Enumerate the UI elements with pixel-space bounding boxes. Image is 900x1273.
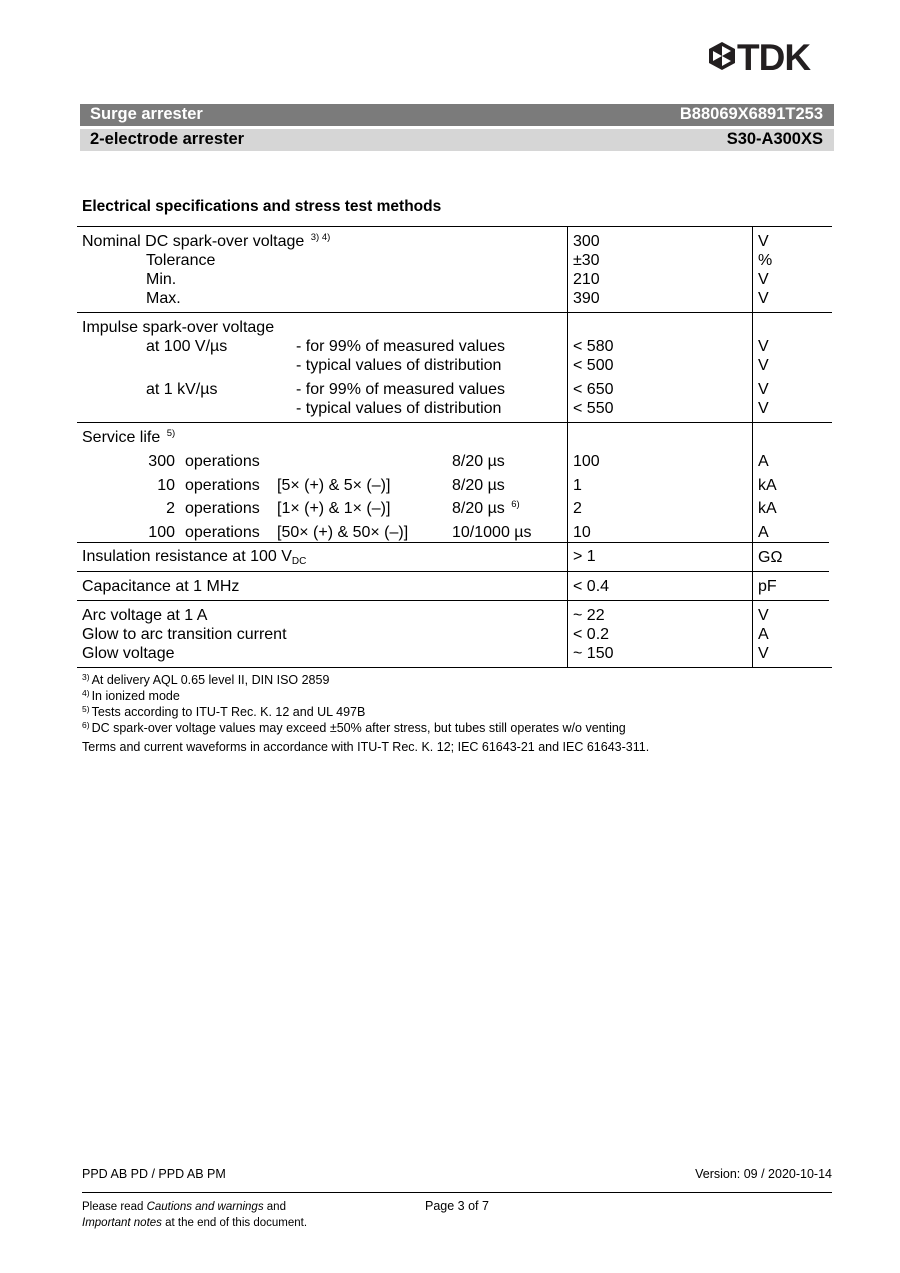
impulse-value: < 650 bbox=[573, 381, 614, 398]
dc-sparkover-label: Nominal DC spark-over voltage $^{3) 4)}$ bbox=[82, 232, 331, 250]
footnote-ref: 5) bbox=[166, 428, 176, 439]
tolerance-unit: % bbox=[758, 252, 773, 269]
service-life-label: Service life $^{5)}$ bbox=[82, 428, 176, 446]
service-operations: operations bbox=[185, 477, 260, 494]
footnote: $^{6)}$ DC spark-over voltage values may exceed ±50% after stress, but tubes still operates w/o venting bbox=[82, 720, 626, 735]
impulse-unit: V bbox=[758, 338, 769, 355]
tolerance-value: ±30 bbox=[573, 252, 600, 269]
table-divider bbox=[567, 226, 568, 668]
footnote: $^{5)}$ Tests according to ITU-T Rec. K. 12 and UL 497B bbox=[82, 704, 366, 719]
table-rule bbox=[77, 542, 829, 543]
table-rule bbox=[77, 571, 829, 572]
header-bar-secondary bbox=[80, 129, 834, 151]
logo-text: TDK bbox=[737, 37, 811, 78]
table-divider bbox=[752, 226, 753, 668]
tdk-logo bbox=[708, 37, 836, 78]
glow-voltage-label: Glow voltage bbox=[82, 645, 175, 662]
footnote: $^{4)}$ In ionized mode bbox=[82, 688, 180, 703]
impulse-unit: V bbox=[758, 357, 769, 374]
min-label: Min. bbox=[146, 271, 177, 288]
arc-voltage-label: Arc voltage at 1 A bbox=[82, 607, 208, 624]
impulse-unit: V bbox=[758, 381, 769, 398]
dc-sparkover-unit: V bbox=[758, 233, 769, 250]
impulse-rate-1k: at 1 kV/µs bbox=[146, 381, 218, 398]
section-title: Electrical specifications and stress test methods bbox=[82, 198, 442, 215]
glow-to-arc-value: < 0.2 bbox=[573, 626, 610, 643]
service-unit: kA bbox=[758, 500, 777, 517]
impulse-desc: - for 99% of measured values bbox=[296, 381, 505, 398]
arc-voltage-unit: V bbox=[758, 607, 769, 624]
dc-sparkover-value: 300 bbox=[573, 233, 600, 250]
footnote-ref: 6) bbox=[511, 499, 520, 510]
capacitance-value: < 0.4 bbox=[573, 578, 610, 595]
table-rule bbox=[77, 600, 829, 601]
footnote: $^{3)}$ At delivery AQL 0.65 level II, DIN ISO 2859 bbox=[82, 672, 330, 687]
impulse-value: < 580 bbox=[573, 338, 614, 355]
footer-version: Version: 09 / 2020-10-14 bbox=[695, 1167, 832, 1181]
service-polarity: [1× (+) & 1× (–)] bbox=[277, 500, 391, 517]
capacitance-unit: pF bbox=[758, 578, 777, 595]
service-unit: A bbox=[758, 453, 769, 470]
table-rule bbox=[77, 667, 832, 668]
service-value: 1 bbox=[573, 477, 582, 494]
insulation-subscript: DC bbox=[291, 556, 307, 567]
service-wave: 8/20 µs bbox=[452, 477, 505, 494]
service-wave: 8/20 µs $^{6)}$ bbox=[452, 499, 520, 517]
impulse-value: < 500 bbox=[573, 357, 614, 374]
glow-voltage-unit: V bbox=[758, 645, 769, 662]
max-value: 390 bbox=[573, 290, 600, 307]
min-value: 210 bbox=[573, 271, 600, 288]
header-bar-primary bbox=[80, 104, 834, 126]
min-unit: V bbox=[758, 271, 769, 288]
page-number: Page 3 of 7 bbox=[425, 1199, 489, 1213]
service-operations: operations bbox=[185, 524, 260, 541]
tolerance-label: Tolerance bbox=[146, 252, 216, 269]
impulse-desc: - typical values of distribution bbox=[296, 357, 502, 374]
impulse-label: Impulse spark-over voltage bbox=[82, 319, 275, 336]
impulse-rate-100: at 100 V/µs bbox=[146, 338, 228, 355]
terms-note: Terms and current waveforms in accordance with ITU-T Rec. K. 12; IEC 61643-21 and IEC 61643-311. bbox=[82, 740, 650, 754]
product-type: Surge arrester bbox=[90, 105, 203, 123]
service-value: 2 bbox=[573, 500, 582, 517]
max-label: Max. bbox=[146, 290, 181, 307]
service-unit: kA bbox=[758, 477, 777, 494]
insulation-unit: GΩ bbox=[758, 549, 783, 566]
cautions-link-text: Cautions and warnings bbox=[146, 1201, 264, 1213]
footer-rule bbox=[82, 1192, 832, 1193]
service-operations: operations bbox=[185, 500, 260, 517]
service-polarity: [50× (+) & 50× (–)] bbox=[277, 524, 409, 541]
footer-notice: Please read Cautions and warnings and Important notes at the end of this document. bbox=[82, 1201, 308, 1229]
service-count: 100 bbox=[148, 524, 175, 541]
impulse-value: < 550 bbox=[573, 400, 614, 417]
service-count: 10 bbox=[157, 477, 175, 494]
table-rule bbox=[77, 312, 832, 313]
table-rule bbox=[77, 422, 832, 423]
service-wave: 10/1000 µs bbox=[452, 524, 532, 541]
impulse-desc: - typical values of distribution bbox=[296, 400, 502, 417]
service-operations: operations bbox=[185, 453, 260, 470]
service-value: 10 bbox=[573, 524, 591, 541]
service-wave: 8/20 µs bbox=[452, 453, 505, 470]
table-rule bbox=[77, 226, 832, 227]
model-name: S30-A300XS bbox=[726, 130, 823, 148]
order-code: B88069X6891T253 bbox=[679, 105, 823, 123]
product-subtype: 2-electrode arrester bbox=[90, 130, 245, 148]
tdk-emblem-icon bbox=[708, 41, 736, 71]
glow-to-arc-unit: A bbox=[758, 626, 769, 643]
glow-to-arc-label: Glow to arc transition current bbox=[82, 626, 287, 643]
service-unit: A bbox=[758, 524, 769, 541]
service-count: 2 bbox=[166, 500, 175, 517]
max-unit: V bbox=[758, 290, 769, 307]
arc-voltage-value: ~ 22 bbox=[573, 607, 605, 624]
footnote-ref: 3) 4) bbox=[310, 232, 331, 243]
service-count: 300 bbox=[148, 453, 175, 470]
service-value: 100 bbox=[573, 453, 600, 470]
insulation-value: > 1 bbox=[573, 548, 596, 565]
important-notes-text: Important notes bbox=[82, 1217, 162, 1229]
service-polarity: [5× (+) & 5× (–)] bbox=[277, 477, 391, 494]
capacitance-label: Capacitance at 1 MHz bbox=[82, 578, 240, 595]
footer-department: PPD AB PD / PPD AB PM bbox=[82, 1167, 226, 1181]
impulse-desc: - for 99% of measured values bbox=[296, 338, 505, 355]
glow-voltage-value: ~ 150 bbox=[573, 645, 614, 662]
impulse-unit: V bbox=[758, 400, 769, 417]
insulation-label: Insulation resistance at 100 VDC bbox=[82, 548, 307, 567]
